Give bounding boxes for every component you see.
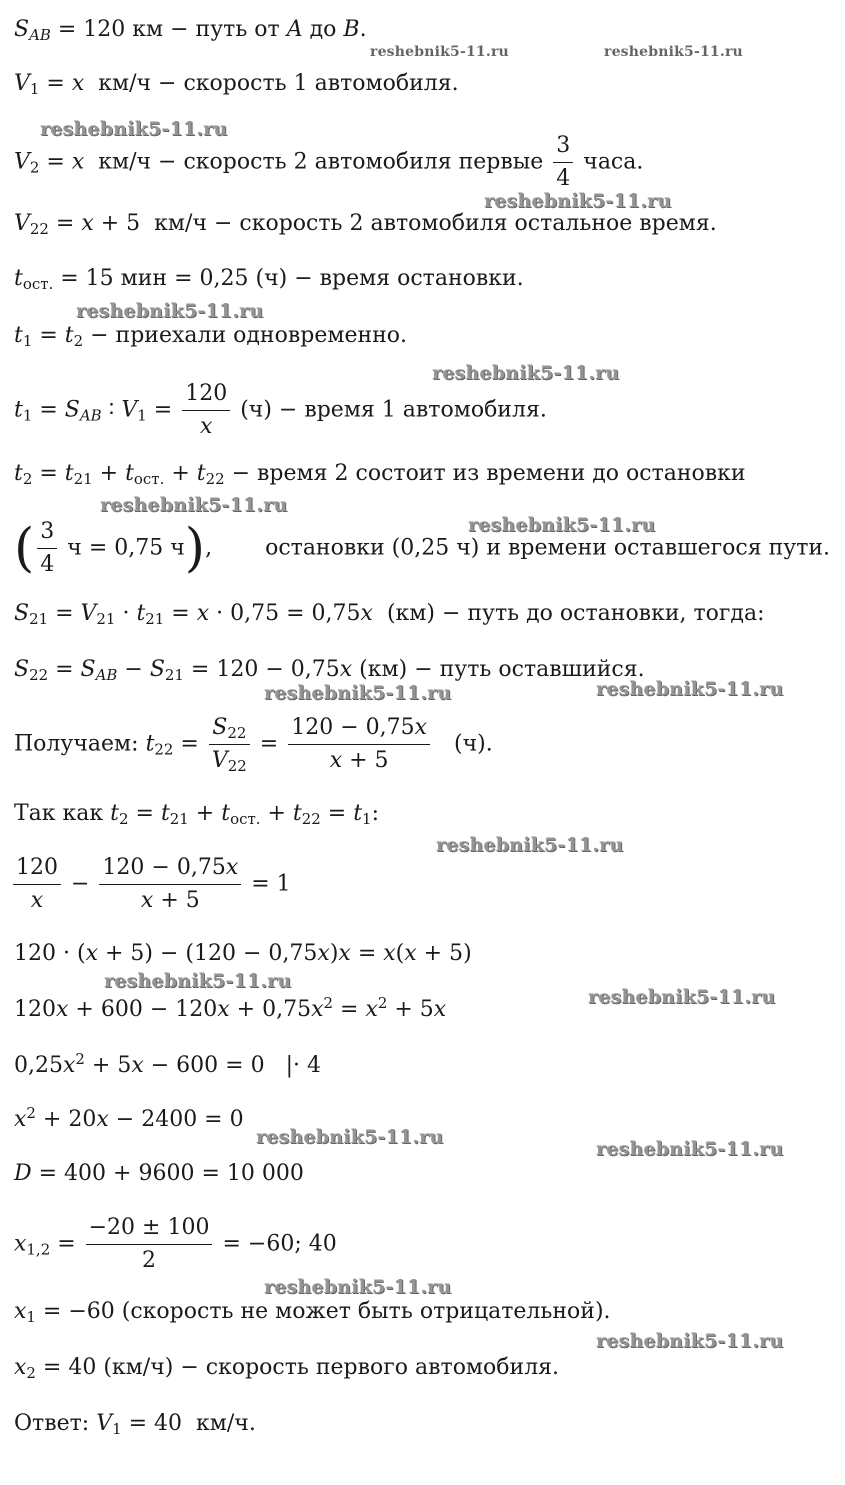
watermark: reshebnik5-11.ru [484,190,672,212]
line-time-1: $t_1 = S_{AB}$ ∶ $V_1$ = $\frac{120}{x}$ (ч) − время 1 автомобиля. [14,378,547,443]
line-quadratic-2: $x^2 + 20x - 2400 = 0$ [14,1103,244,1132]
line-distance: $S_{AB} = 120$ км − путь от A до B. [14,17,367,45]
watermark: reshebnik5-11.ru [370,44,509,60]
watermark: reshebnik5-11.ru [104,970,292,992]
watermark: reshebnik5-11.ru [432,362,620,384]
line-time-2: $t_2 = t_{21} + t_{ост.} + t_{22}$ − время 2 состоит из времени до остановки [14,461,746,489]
line-path-22: $S_{22} = S_{AB} - S_{21} = 120 - 0,75x$ (км) − путь оставшийся. [14,657,645,685]
line-equation: $\frac{120}{x}$ − $\frac{120 - 0,75x}{x + 5}$ = 1 [10,852,291,917]
watermark: reshebnik5-11.ru [588,986,776,1008]
line-root-2: $x_2 = 40$ (км/ч) − скорость первого автомобиля. [14,1355,560,1383]
line-root-1: $x_1 = -60$ (скорость не может быть отрицательной). [14,1299,611,1327]
line-speed-1: $V_1 = x$ км/ч − скорость 1 автомобиля. [14,71,459,99]
line-roots: $x_{1,2}$ = $\frac{-20 \pm 100}{2}$ = −60; 40 [14,1212,337,1277]
line-expand-2: $120x + 600 - 120x + 0,75x^2 = x^2 + 5x$ [14,993,447,1022]
line-path-21: $S_{21} = V_{21} \cdot t_{21} = x \cdot 0,75 = 0,75x$ (км) − путь до остановки, тогда: [14,601,765,629]
watermark: reshebnik5-11.ru [100,494,288,516]
watermark: reshebnik5-11.ru [256,1126,444,1148]
watermark: reshebnik5-11.ru [468,514,656,536]
watermark: reshebnik5-11.ru [596,1138,784,1160]
line-time-2-cont: ( $\frac{3}{4}$ ч = 0,75 ч), остановки (0,25 ч) и времени оставшегося пути. [14,516,830,581]
watermark: reshebnik5-11.ru [76,300,264,322]
line-time-22: Получаем: $t_{22}$ = $\frac{S_{22}}{V_{22}}$ = $\frac{120 - 0,75x}{x + 5}$ (ч). [14,712,493,777]
watermark: reshebnik5-11.ru [436,834,624,856]
watermark: reshebnik5-11.ru [40,118,228,140]
line-discriminant: D = 400 + 9600 = 10 000 [14,1161,304,1186]
watermark: reshebnik5-11.ru [596,1330,784,1352]
watermark: reshebnik5-11.ru [604,44,743,60]
watermark: reshebnik5-11.ru [596,678,784,700]
line-speed-22: $V_{22} = x + 5$ км/ч − скорость 2 автомобиля остальное время. [14,211,717,239]
line-quadratic: $0,25x^2 + 5x - 600 = 0$ |· 4 [14,1049,321,1078]
line-equal-times: $t_1 = t_2$ − приехали одновременно. [14,323,408,351]
line-answer: Ответ: $V_1 = 40$ км/ч. [14,1411,256,1439]
watermark: reshebnik5-11.ru [264,1276,452,1298]
line-stop-time: $t_{ост.} = 15$ мин = 0,25 (ч) − время остановки. [14,266,524,294]
line-speed-2: $V_2 = x$ км/ч − скорость 2 автомобиля первые $\frac{3}{4}$ часа. [14,130,643,195]
line-expand-1: 120 · (x + 5) − (120 − 0,75x)x = x(x + 5) [14,941,472,966]
watermark: reshebnik5-11.ru [264,682,452,704]
line-since: Так как $t_2 = t_{21} + t_{ост.} + t_{22} = t_1$: [14,801,379,829]
